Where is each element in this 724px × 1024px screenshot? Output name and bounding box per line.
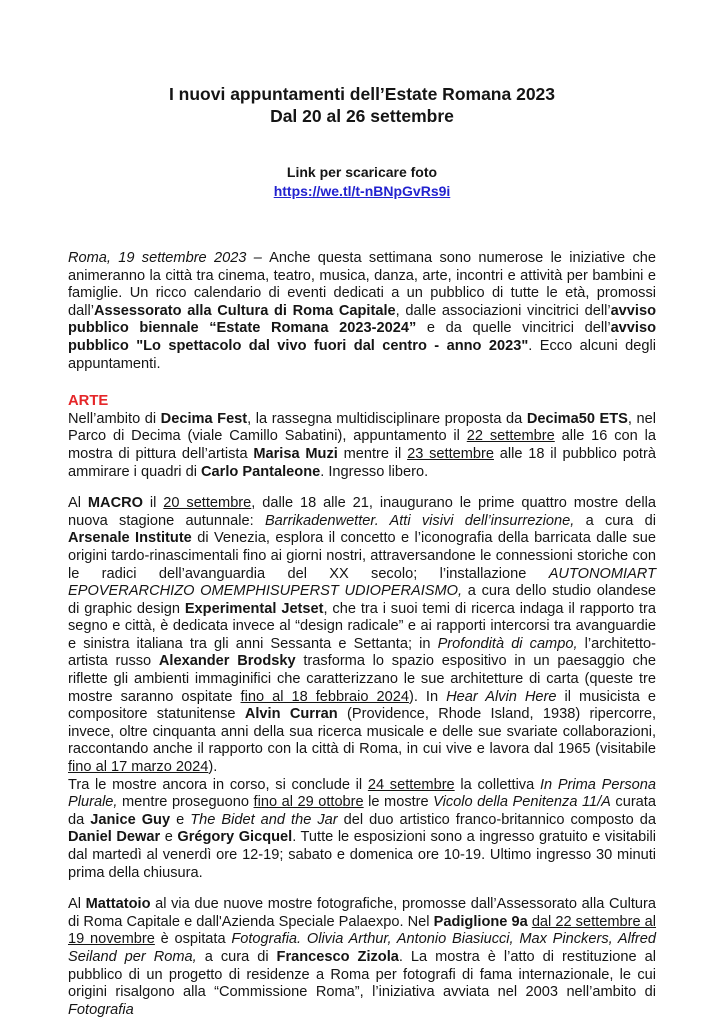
- photo-link-block: [68, 163, 656, 200]
- photo-download-link[interactable]: https://we.tl/t-nBNpGvRs9i: [273, 182, 451, 199]
- title-line-1: I nuovi appuntamenti dell’Estate Romana 2023: [168, 84, 556, 104]
- photo-link-label: Link per scaricare foto: [286, 164, 438, 180]
- section-heading-arte: ARTE: [68, 393, 109, 410]
- paragraph-decima-fest: Nell’ambito di Decima Fest, la rassegna multidisciplinare proposta da Decima50 ETS, nel Parco di Decima (viale Camillo Sabatini), appuntamento il 22 settembre alle 16 con la mostra di pittura dell’artista Marisa Muzi mentre il 23 settembre alle 18 il pubblico potrà ammirare i quadri di Carlo Pantaleone. Ingresso libero.: [68, 410, 657, 480]
- intro-paragraph: Roma, 19 settembre 2023 – Anche questa settimana sono numerose le iniziative che animeranno la città tra cinema, teatro, musica, danza, arte, incontri e attività per bambini e famiglie. Un ricco calendario di eventi dedicati a un pubblico di tutte le età, promossi dall’Assessorato alla Cultura di Roma Capitale, dalle associazioni vincitrici dell’avviso pubblico biennale “Estate Romana 2023-2024” e da quelle vincitrici dell’avviso pubblico "Lo spettacolo dal vivo fuori dal centro - anno 2023". Ecco alcuni degli appuntamenti.: [68, 250, 656, 372]
- paragraph-mattatoio: Al Mattatoio al via due nuove mostre fotografiche, promosse dall’Assessorato alla Cultura di Roma Capitale e dall'Azienda Speciale Palaexpo. Nel Padiglione 9a dal 22 settembre al 19 novembre è ospitata Fotografia. Olivia Arthur, Antonio Biasiucci, Max Pinckers, Alfred Seiland per Roma, a cura di Francesco Zizola. La mostra è l’atto di restituzione al pubblico di un progetto di residenze a Roma per fotografi di fama internazionale, le cui origini risalgono alla “Commissione Roma”, l’iniziativa avviata nel 2003 nell’ambito di Fotografia: [68, 896, 657, 1018]
- document-title: [68, 84, 656, 127]
- document-page: [68, 0, 656, 1019]
- title-line-2: Dal 20 al 26 settembre: [270, 105, 454, 126]
- paragraph-macro: Al MACRO il 20 settembre, dalle 18 alle 21, inaugurano le prime quattro mostre della nuova stagione autunnale: Barrikadenwetter. Atti visivi dell’insurrezione, a cura di Arsenale Institute di Venezia, esplora il concetto e l’iconografia della barricata dalle sue origini tardo-rinascimentali fino ai giorni nostri, attraversandone le connessioni storiche con le radici dell’avanguardia del XX secolo; l’installazione AUTONOMIART EPOVERARCHIZO OMEMPHISUPERST UDIOPERAISMO, a cura dello studio olandese di graphic design Experimental Jetset, che tra i suoi temi di ricerca indaga il rapporto tra segno e città, è dedicata invece al “design radicale” e ai rapporti intercorsi tra avanguardie e sinistra italiana tra gli anni Sessanta e Settanta; in Profondità di campo, l’architetto-artista russo Alexander Brodsky trasforma lo spazio espositivo in un paesaggio che riflette gli ambienti immaginifici che caratterizzano le sue architetture di carta (queste tre mostre saranno ospitate fino al 18 febbraio 2024). In Hear Alvin Here il musicista e compositore statunitense Alvin Curran (Providence, Rhode Island, 1938) ripercorre, invece, oltre cinquanta anni della sua ricerca musicale e delle sue svariate collaborazioni, raccontando anche il rapporto con la città di Roma, in cui vive e lavora dal 1965 (visitabile fino al 17 marzo 2024). Tra le mostre ancora in corso, si conclude il 24 settembre la collettiva In Prima Persona Plurale, mentre proseguono fino al 29 ottobre le mostre Vicolo della Penitenza 11/A curata da Janice Guy e The Bidet and the Jar del duo artistico franco-britannico composto da Daniel Dewar e Grégory Gicquel. Tutte le esposizioni sono a ingresso gratuito e visitabili dal martedì al venerdì ore 12-19; sabato e domenica ore 10-19. Ultimo ingresso 30 minuti prima della chiusura.: [68, 495, 657, 881]
